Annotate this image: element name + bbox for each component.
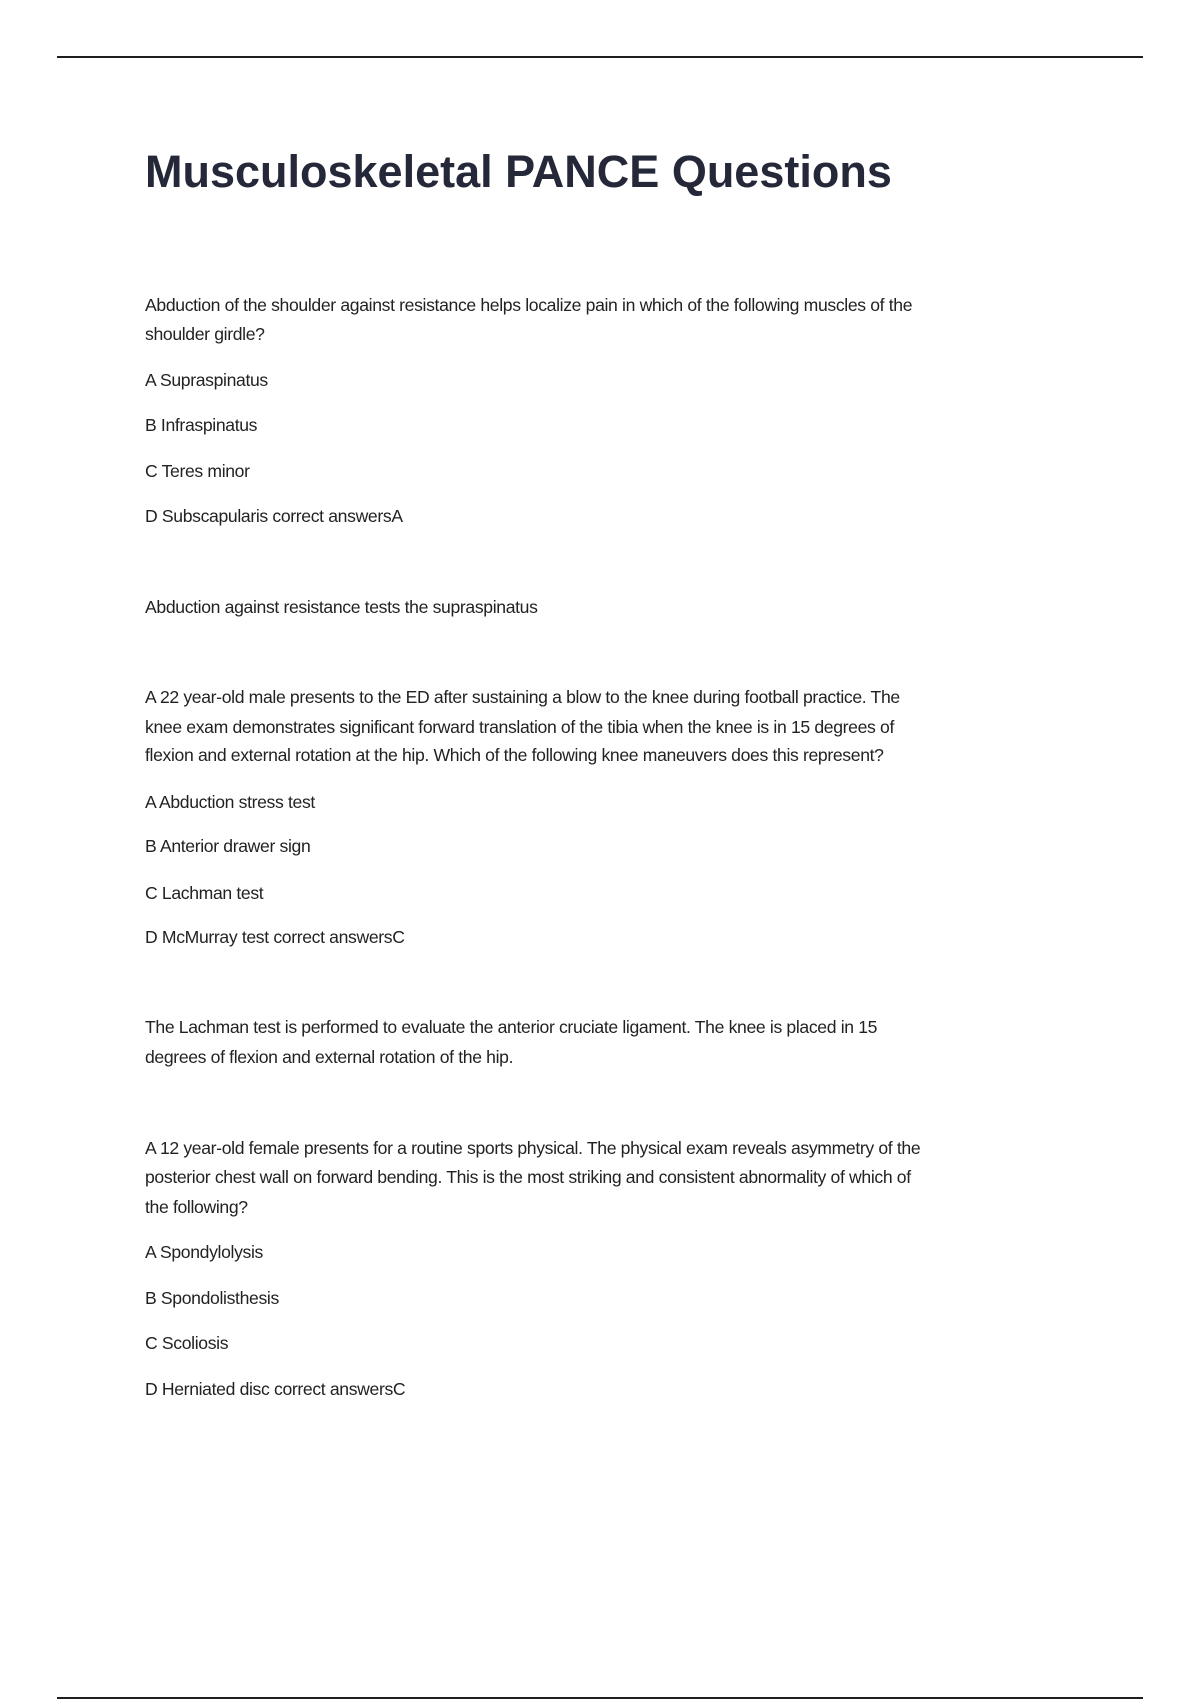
question-1-option-a: A Supraspinatus xyxy=(145,370,268,390)
question-3-option-a: A Spondylolysis xyxy=(145,1242,263,1262)
question-2-option-b: B Anterior drawer sign xyxy=(145,836,311,856)
bottom-horizontal-rule xyxy=(57,1697,1143,1699)
question-3-option-d: D Herniated disc correct answersC xyxy=(145,1379,406,1399)
question-1-option-b: B Infraspinatus xyxy=(145,415,258,435)
question-2-stem-line-1: A 22 year-old male presents to the ED after sustaining a blow to the knee during football practice. The xyxy=(145,687,900,707)
question-2-option-a: A Abduction stress test xyxy=(145,792,315,812)
question-2-option-d: D McMurray test correct answersC xyxy=(145,927,405,947)
question-2-option-c: C Lachman test xyxy=(145,883,264,903)
question-1-stem-line-2: shoulder girdle? xyxy=(145,324,265,344)
question-3-stem-line-1: A 12 year-old female presents for a routine sports physical. The physical exam reveals asymmetry of the xyxy=(145,1138,921,1158)
question-2-explanation-line-1: The Lachman test is performed to evaluate the anterior cruciate ligament. The knee is placed in 15 xyxy=(145,1017,878,1037)
question-2-stem-line-3: flexion and external rotation at the hip. Which of the following knee maneuvers does this represent? xyxy=(145,745,884,765)
question-3-stem-line-2: posterior chest wall on forward bending. This is the most striking and consistent abnormality of which of xyxy=(145,1167,911,1187)
question-1-option-d: D Subscapularis correct answersA xyxy=(145,506,403,526)
question-2-explanation-line-2: degrees of flexion and external rotation of the hip. xyxy=(145,1047,514,1067)
question-3-option-c: C Scoliosis xyxy=(145,1333,229,1353)
top-horizontal-rule xyxy=(57,56,1143,58)
question-1-option-c: C Teres minor xyxy=(145,461,250,481)
question-3-stem-line-3: the following? xyxy=(145,1197,248,1217)
document-title: Musculoskeletal PANCE Questions xyxy=(145,146,892,197)
question-3-option-b: B Spondolisthesis xyxy=(145,1288,279,1308)
question-2-stem-line-2: knee exam demonstrates significant forward translation of the tibia when the knee is in 15 degrees of xyxy=(145,717,894,737)
question-1-stem-line-1: Abduction of the shoulder against resistance helps localize pain in which of the following muscles of the xyxy=(145,295,913,315)
question-1-explanation-line-1: Abduction against resistance tests the supraspinatus xyxy=(145,597,538,617)
